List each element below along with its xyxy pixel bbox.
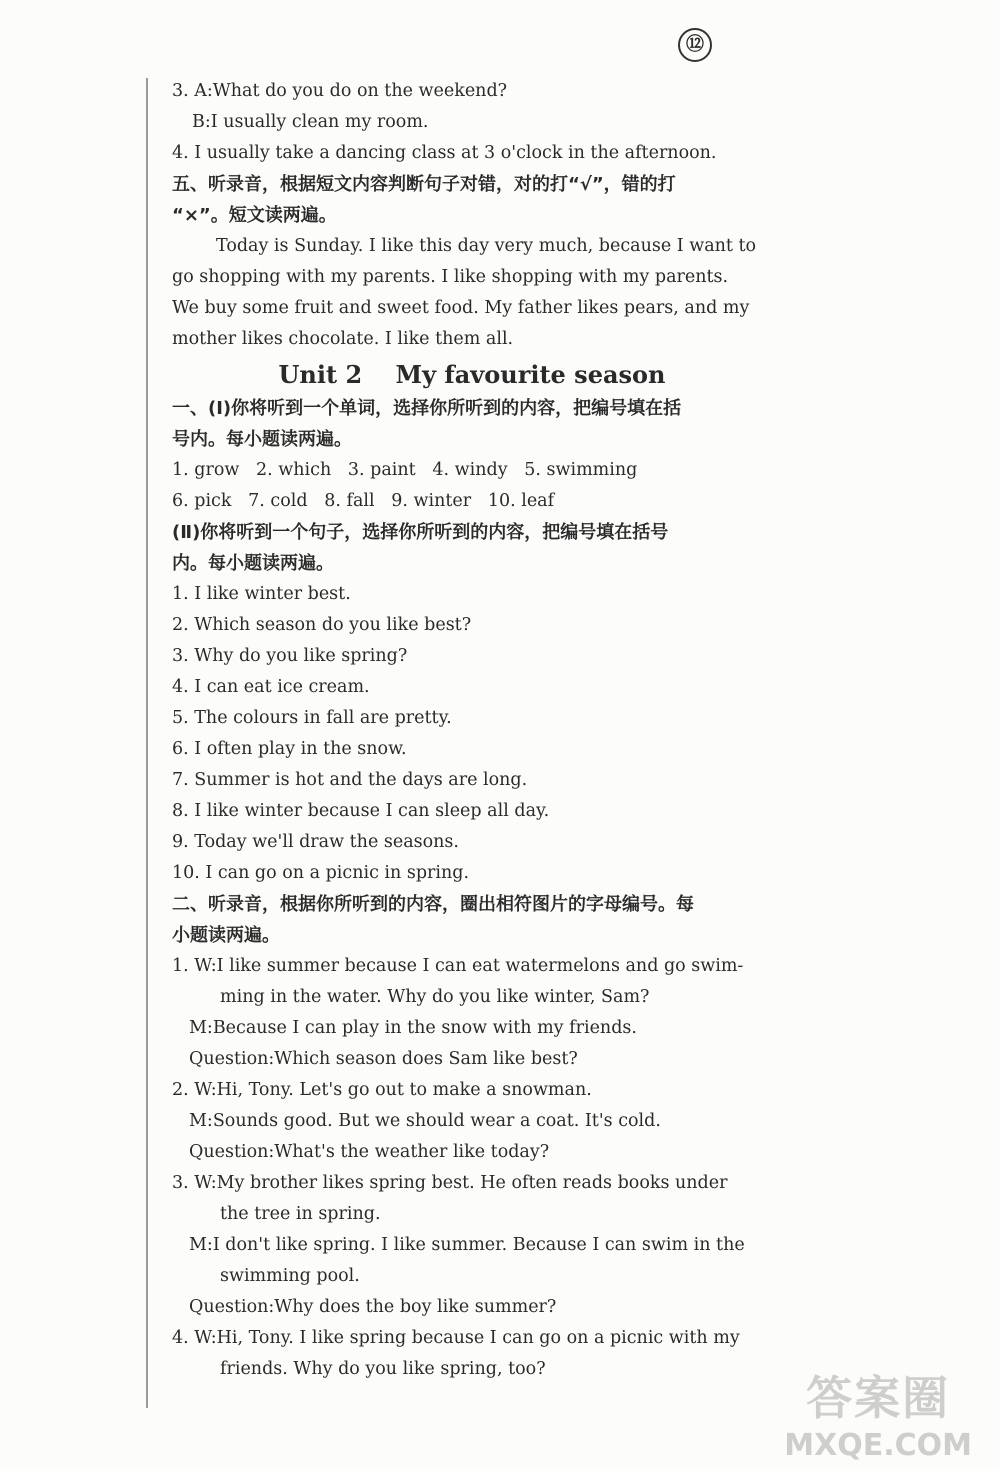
- text-line: 3. A:What do you do on the weekend?: [172, 81, 508, 101]
- section-heading: 五、听录音，根据短文内容判断句子对错，对的打“√”，错的打: [172, 174, 676, 195]
- sentence-item: 9. Today we'll draw the seasons.: [172, 832, 459, 852]
- question-line: Question:Why does the boy like summer?: [189, 1297, 557, 1317]
- question-line: Question:Which season does Sam like best?: [189, 1049, 578, 1069]
- dialogue-line: 2. W:Hi, Tony. Let's go out to make a snowman.: [172, 1080, 592, 1100]
- sentence-item: 10. I can go on a picnic in spring.: [172, 863, 470, 883]
- dialogue-line: M:Because I can play in the snow with my friends.: [189, 1018, 637, 1038]
- passage-line: We buy some fruit and sweet food. My father likes pears, and my: [172, 298, 750, 318]
- passage-line: go shopping with my parents. I like shopping with my parents.: [172, 267, 729, 287]
- text-line: 4. I usually take a dancing class at 3 o'clock in the afternoon.: [172, 143, 717, 163]
- unit-title: Unit 2 My favourite season: [278, 360, 666, 389]
- dialogue-line: 3. W:My brother likes spring best. He often reads books under: [172, 1173, 728, 1193]
- word-list-row: 1. grow 2. which 3. paint 4. windy 5. swimming: [172, 460, 638, 480]
- passage-line: mother likes chocolate. I like them all.: [172, 329, 514, 349]
- dialogue-line: ming in the water. Why do you like winter, Sam?: [220, 987, 650, 1007]
- text-line: B:I usually clean my room.: [192, 112, 429, 132]
- section-heading: “×”。短文读两遍。: [172, 205, 337, 226]
- watermark-url: MXQE.COM: [784, 1428, 972, 1463]
- sentence-item: 8. I like winter because I can sleep all day.: [172, 801, 550, 821]
- dialogue-line: swimming pool.: [220, 1266, 360, 1286]
- watermark: [784, 1362, 972, 1463]
- dialogue-line: M:I don't like spring. I like summer. Because I can swim in the: [189, 1235, 745, 1255]
- dialogue-line: 4. W:Hi, Tony. I like spring because I can go on a picnic with my: [172, 1328, 740, 1348]
- page-content: [172, 76, 772, 1385]
- section-heading: 一、(Ⅰ)你将听到一个单词，选择你所听到的内容，把编号填在括: [172, 398, 682, 419]
- section-heading: 小题读两遍。: [172, 925, 280, 946]
- sentence-item: 3. Why do you like spring?: [172, 646, 408, 666]
- sentence-item: 5. The colours in fall are pretty.: [172, 708, 452, 728]
- watermark-logo-text: 答案圈: [806, 1371, 951, 1425]
- dialogue-line: the tree in spring.: [220, 1204, 381, 1224]
- section-heading: (Ⅱ)你将听到一个句子，选择你所听到的内容，把编号填在括号: [172, 522, 669, 543]
- margin-rule: [146, 78, 148, 1408]
- dialogue-line: 1. W:I like summer because I can eat watermelons and go swim-: [172, 956, 744, 976]
- section-heading: 号内。每小题读两遍。: [172, 429, 352, 450]
- dialogue-line: friends. Why do you like spring, too?: [220, 1359, 546, 1379]
- dialogue-line: M:Sounds good. But we should wear a coat. It's cold.: [189, 1111, 661, 1131]
- question-line: Question:What's the weather like today?: [189, 1142, 550, 1162]
- word-list-row: 6. pick 7. cold 8. fall 9. winter 10. leaf: [172, 491, 555, 511]
- section-heading: 二、听录音，根据你所听到的内容，圈出相符图片的字母编号。每: [172, 894, 694, 915]
- sentence-item: 7. Summer is hot and the days are long.: [172, 770, 528, 790]
- sentence-item: 4. I can eat ice cream.: [172, 677, 370, 697]
- page-number: ⑫: [678, 28, 712, 62]
- sentence-item: 6. I often play in the snow.: [172, 739, 407, 759]
- passage-line: Today is Sunday. I like this day very much, because I want to: [216, 236, 757, 256]
- sentence-item: 2. Which season do you like best?: [172, 615, 472, 635]
- section-heading: 内。每小题读两遍。: [172, 553, 334, 574]
- sentence-item: 1. I like winter best.: [172, 584, 351, 604]
